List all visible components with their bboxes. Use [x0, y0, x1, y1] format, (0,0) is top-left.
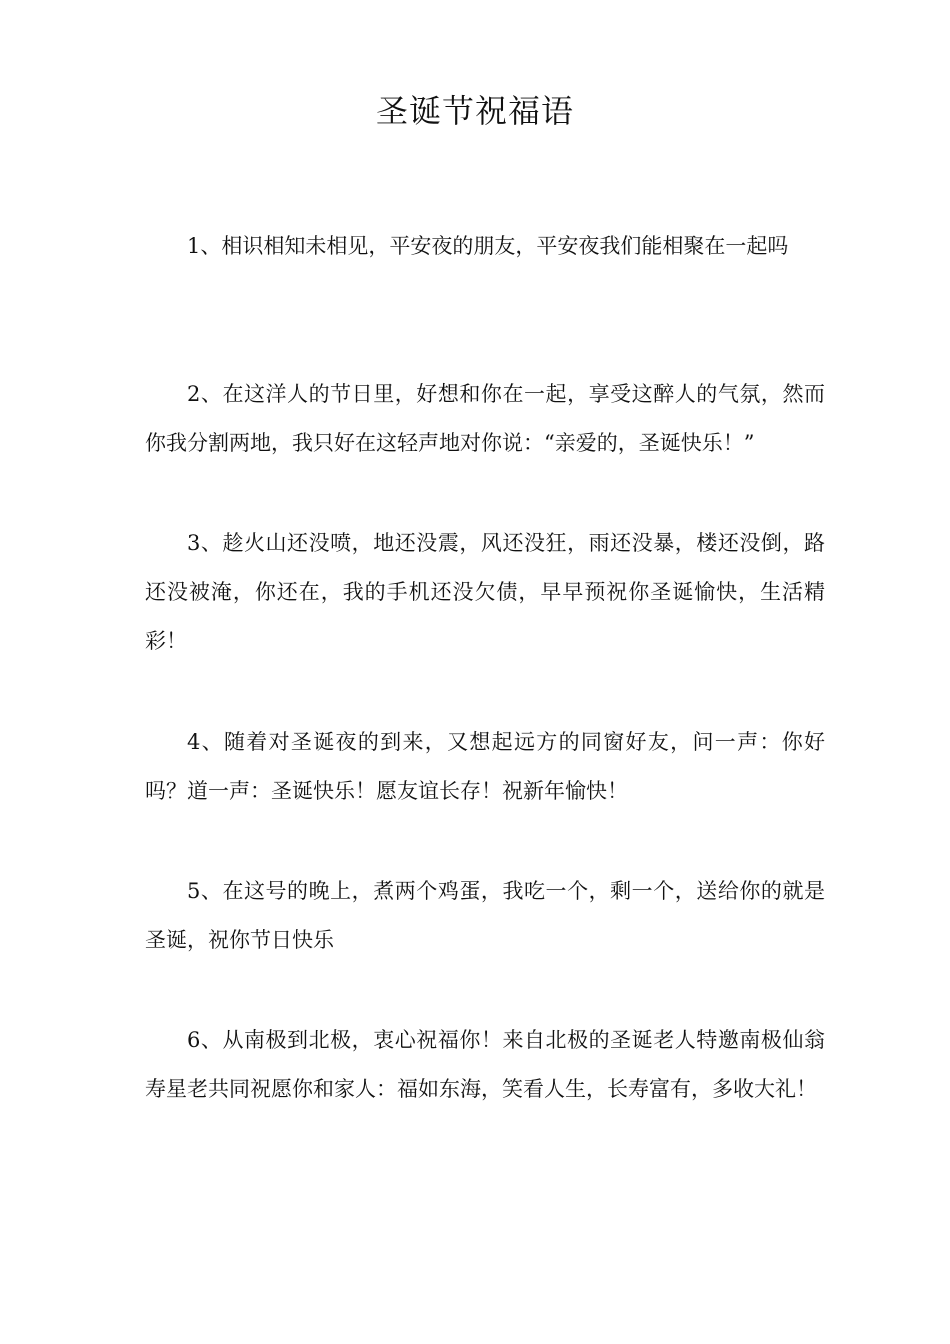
page-title: 圣诞节祝福语: [375, 92, 574, 130]
greeting-item-1: 1、相识相知未相见，平安夜的朋友，平安夜我们能相聚在一起吗: [187, 234, 789, 258]
greeting-item-5: 5、在这号的晚上，煮两个鸡蛋，我吃一个，剩一个，送给你的就是圣诞，祝你节日快乐: [145, 879, 825, 952]
greeting-item-3: 3、趁火山还没喷，地还没震，风还没狂，雨还没暴，楼还没倒，路还没被淹，你还在，我的手机还没欠债，早早预祝你圣诞愉快，生活精彩！: [145, 531, 825, 653]
greeting-item-6: 6、从南极到北极，衷心祝福你！来自北极的圣诞老人特邀南极仙翁寿星老共同祝愿你和家人：福如东海，笑看人生，长寿富有，多收大礼！: [145, 1028, 825, 1101]
greeting-item-2: 2、在这洋人的节日里，好想和你在一起，享受这醉人的气氛，然而你我分割两地，我只好在这轻声地对你说：“亲爱的，圣诞快乐！”: [145, 382, 825, 455]
greeting-item-4: 4、随着对圣诞夜的到来，又想起远方的同窗好友，问一声：你好吗？道一声：圣诞快乐！愿友谊长存！祝新年愉快！: [145, 730, 825, 803]
